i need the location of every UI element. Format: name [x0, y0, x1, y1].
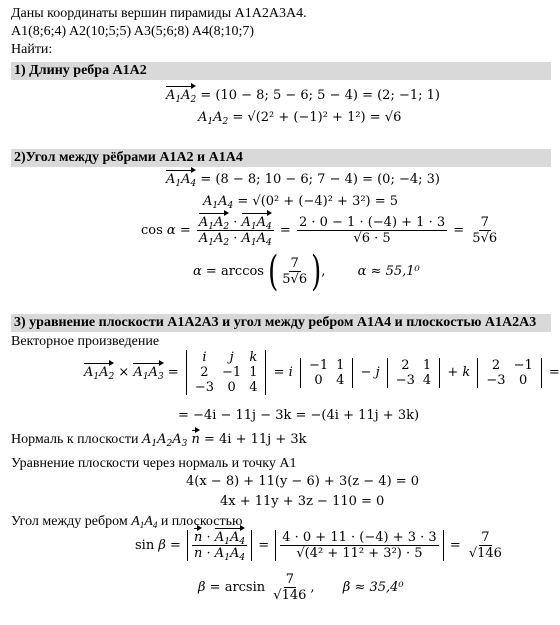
s3-beta: β = arcsin $\frac{7}{√146}$ , β ≈ 35,4⁰ [198, 572, 404, 603]
s3-normal-line: Нормаль к плоскости $A_1A_2A_3$ n = 4i + 11j + 3k [11, 432, 307, 449]
s2-alpha: α = arccos ( $\frac{7}{5√6}$ ), α ≈ 55,1⁰ [193, 247, 420, 296]
s3-sin-formula: sin β = $\frac{n \cdot A_1A_4}{n \cdot A_1A_4}$ = $\frac{4 \cdot 0 + 11 \cdot (-4) + 3 \cdot 3}{\text{√(4² + 11² + 3²) · 5}}$ = $\frac{7}{√146}$ [135, 530, 502, 563]
s3-angle-label: Угол между ребром $A_1A_4$ и плоскостью [11, 514, 243, 530]
s1-vector-a1a2: $A_1A_2 = (10 - 8$; 5 − 6; 5 − 4) = (2; −1; 1) [166, 88, 440, 105]
s2-vector-a1a4: $A_1A_4 = (8 - 8$; 10 − 6; 7 − 4) = (0; −4; 3) [166, 172, 440, 189]
s2-length-a1a4: $A_1A_4 = √(0^2 + (-4)^2 + 3^2) = 5$ [203, 194, 399, 211]
s1-length-a1a2: $A_1A_2 = √(2^2 + (-1)^2 + 1^2) = √6$ [198, 110, 402, 127]
s2-cos-formula: cos α = $\frac{A_1A_2 \cdot A_1A_4}{A_1A_2 \cdot A_1A_4}$ = $\frac{2 \cdot 0 - 1 \cdot (-4) + 1 \cdot 3}{√6 \cdot 5}$ = $\frac{7}{5√6}$ [141, 215, 498, 248]
task-line-1: Даны координаты вершин пирамиды A1A2A3A4. [11, 6, 307, 21]
s3-plane-label: Уравнение плоскости через нормаль и точку A1 [11, 456, 297, 471]
s3-cross-product: $A_1A_2 \times A_1A_3$ = i j k 2 −1 1 −3 0 4 = i −1 1 0 4 − j 2 1 −3 4 + k 2 −1 −3 0 = [84, 350, 560, 395]
s3-cross-label: Векторное произведение [11, 334, 160, 349]
task-line-2: A1(8;6;4) A2(10;5;5) A3(5;6;8) A4(8;10;7) [11, 24, 255, 39]
task-line-3: Найти: [11, 42, 53, 57]
s3-cross-result: = −4i − 11j − 3k = −(4i + 11j + 3k) [178, 408, 420, 423]
s3-plane-eq2: 4x + 11y + 3z − 110 = 0 [220, 494, 385, 509]
s3-plane-eq1: 4(x − 8) + 11(y − 6) + 3(z − 4) = 0 [186, 474, 420, 489]
section-3-title: 3) уравнение плоскости A1A2A3 и угол между ребром A1A4 и плоскостью A1A2A3 [11, 314, 551, 332]
section-2-title: 2)Угол между рёбрами A1A2 и A1A4 [11, 149, 551, 167]
section-1-title: 1) Длину ребра A1A2 [11, 62, 551, 80]
